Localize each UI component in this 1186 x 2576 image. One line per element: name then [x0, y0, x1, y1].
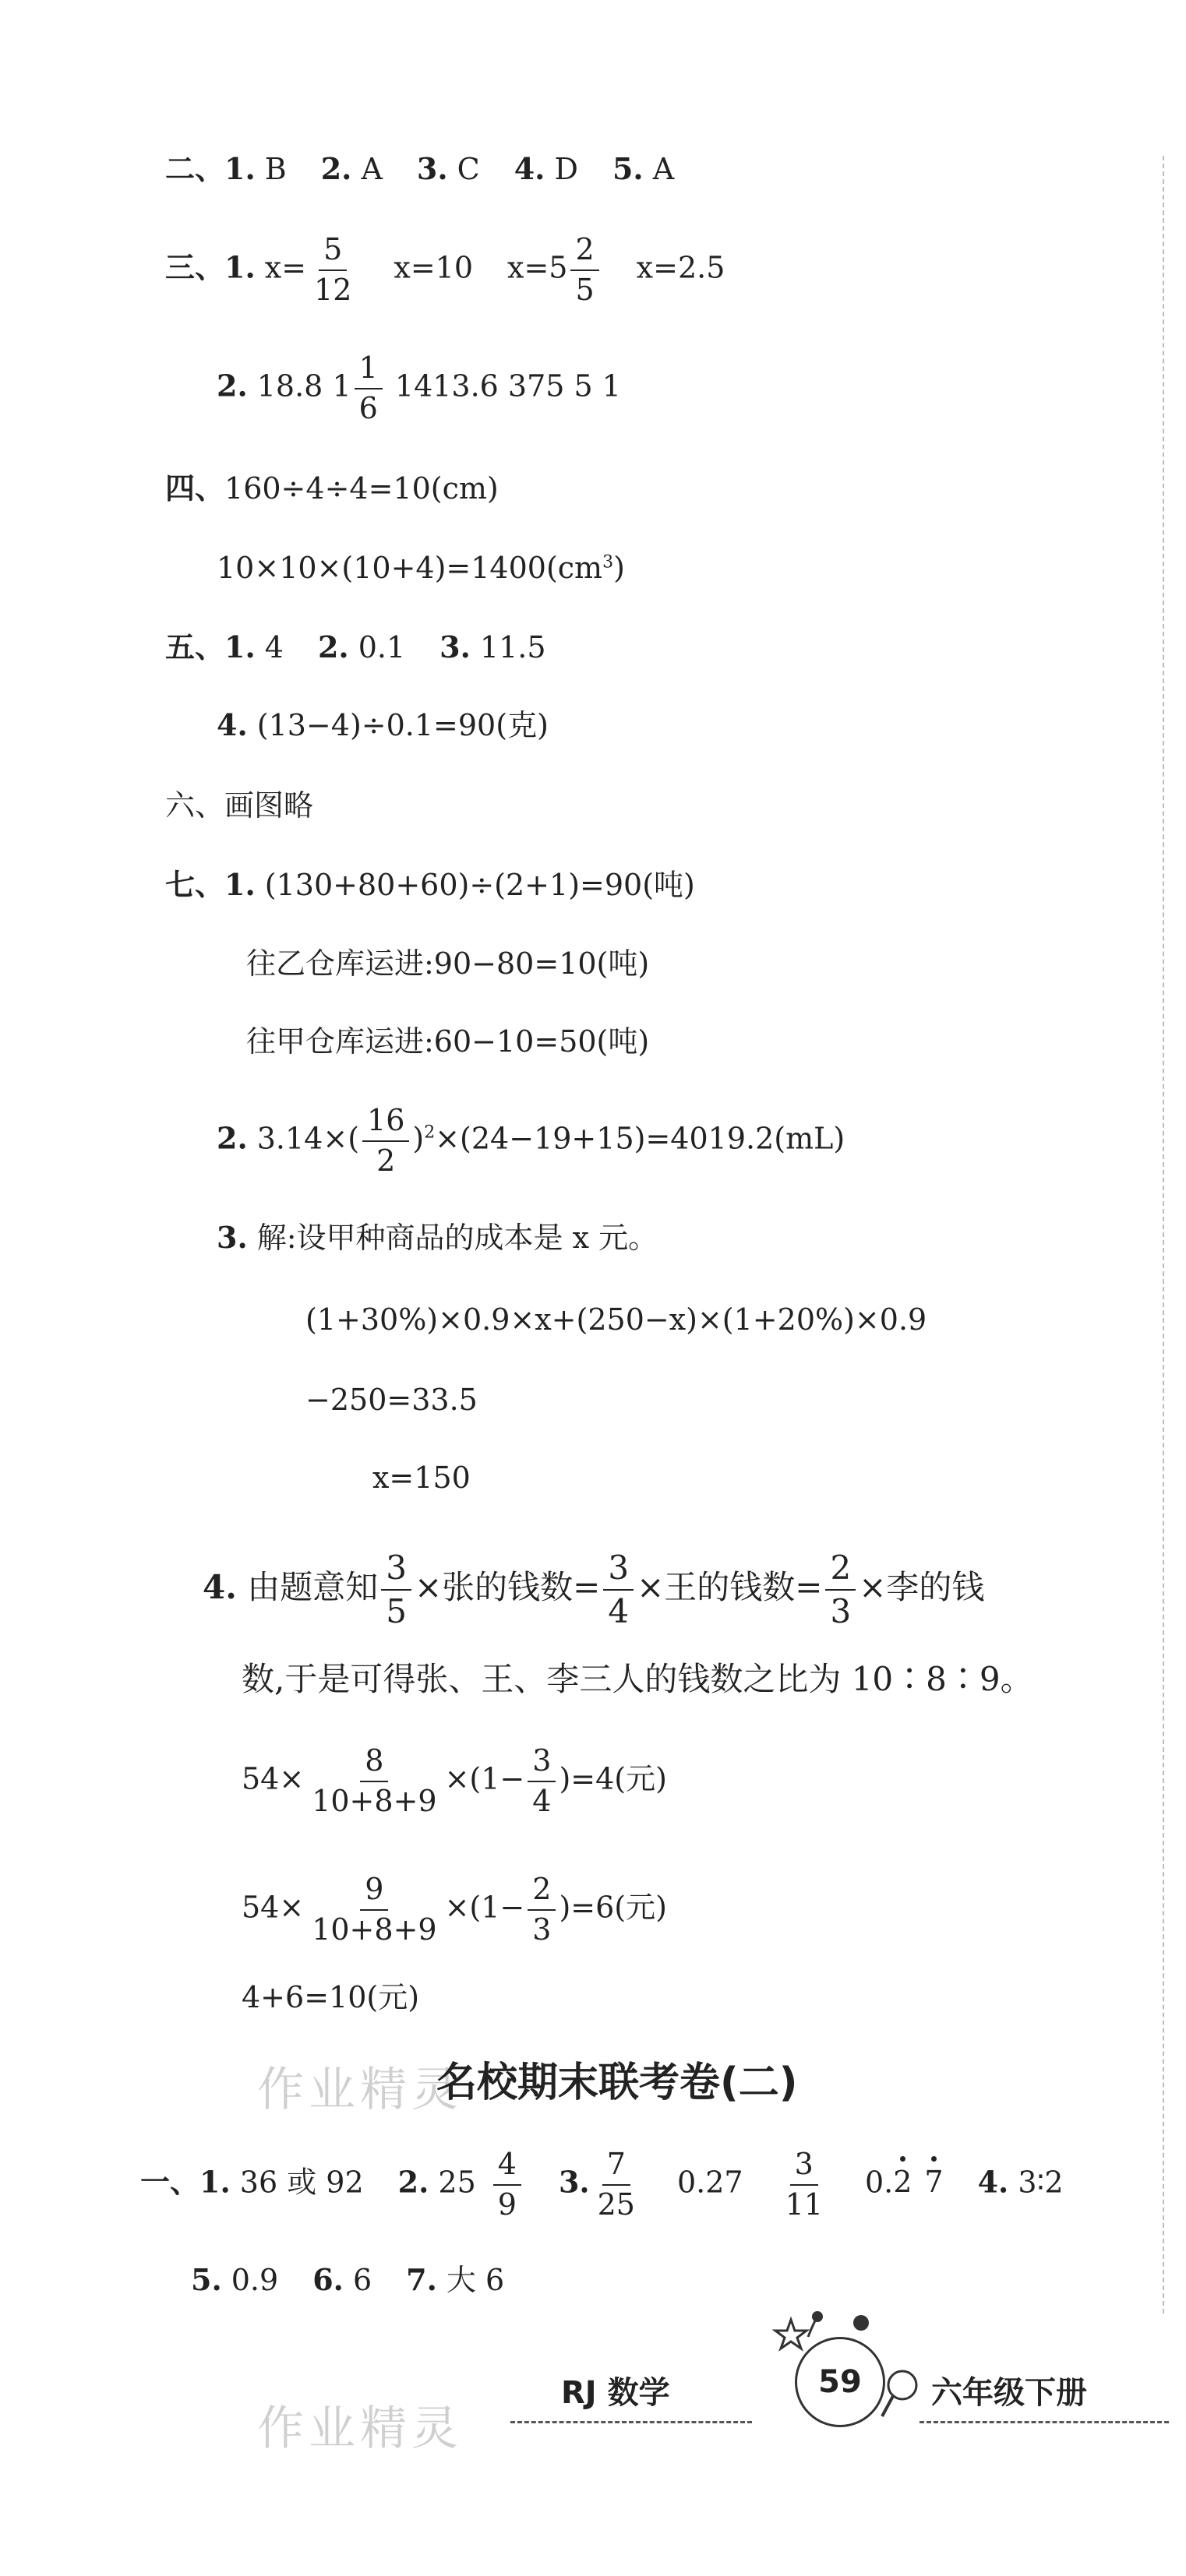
answer-line-s7-2: 2. 3.14×( $\frac{16}{2}$ )$^2$×(24−19+15)=4019.2(mL) [217, 1103, 845, 1178]
answer: 解:设甲种商品的成本是 x 元。 [247, 1221, 658, 1255]
answer-line-s7-4 [203, 1550, 984, 1630]
answer: 25 [429, 2165, 476, 2200]
fraction: $\frac{3}{11}$ [785, 2147, 823, 2222]
q-number: 1. [224, 867, 256, 902]
q-number: 4. [977, 2164, 1009, 2200]
q-number: 4. [217, 707, 248, 742]
section-label: 二、 [165, 151, 225, 186]
q-number: 2. [320, 151, 352, 186]
q-number: 4. [203, 1568, 237, 1607]
answer-line-s7-1b [246, 946, 650, 981]
answer: 11.5 [470, 630, 546, 664]
answer-line-s7-1 [165, 867, 695, 902]
q-number: 4. [514, 151, 545, 186]
q-number: 7. [406, 2262, 437, 2297]
q-number: 2. [397, 2164, 429, 2200]
footer-grade: 六年级下册 [931, 2375, 1087, 2411]
q-number: 6. [312, 2262, 344, 2297]
answer-line-s1-2 [191, 2262, 505, 2297]
fraction: $\frac{3}{4}$ [603, 1550, 634, 1630]
answer: B [255, 152, 287, 186]
repeating-digit: 7 [924, 2165, 944, 2200]
q-number: 2. [317, 629, 349, 664]
answer: 由题意知 [236, 1568, 379, 1607]
answer: 0.9 [221, 2263, 279, 2297]
q-number: 2. [217, 368, 248, 403]
section-title: 名校期末联考卷(二) [436, 2060, 798, 2106]
fraction: $\frac{1}{6}$ [355, 352, 383, 425]
answer: ×王的钱数= [637, 1568, 823, 1607]
q-number: 2. [217, 1120, 248, 1156]
answer: 4+6=10(元) [242, 1980, 420, 2014]
answer: x=5 [507, 250, 568, 285]
answer: 0.1 [348, 630, 406, 664]
fraction: $\frac{4}{9}$ [493, 2148, 521, 2222]
answer-line-s7-4-eq2: 54× $\frac{9}{10+8+9}$ ×(1− $\frac{2}{3}$ )=6(元) [242, 1872, 667, 1947]
q-number: 1. [224, 249, 256, 285]
fraction: $\frac{7}{25}$ [597, 2147, 635, 2222]
answer: 0.27 [676, 2165, 743, 2200]
answer: 1413.6 375 5 1 [385, 368, 621, 403]
answer-line-s4-1 [165, 470, 499, 506]
fraction: $\frac{3}{5}$ [381, 1550, 411, 1630]
q-number: 3. [558, 2164, 590, 2200]
answer-line-s7-3 [217, 1220, 658, 1255]
answer-line-s5-2 [217, 707, 549, 742]
answer: (130+80+60)÷(2+1)=90(吨) [255, 868, 695, 902]
section-label: 一、 [140, 2164, 200, 2200]
answer: 往甲仓库运进:60−10=50(吨) [246, 1024, 650, 1059]
page-number-badge [795, 2337, 885, 2427]
answer-line-s7-4-eq1: 54× $\frac{8}{10+8+9}$ ×(1− $\frac{3}{4}$ )=4(元) [242, 1743, 667, 1818]
answer: 10×10×(10+4)=1400(cm [217, 551, 603, 585]
q-number: 3. [416, 151, 448, 186]
fraction: $\frac{9}{10+8+9}$ [312, 1872, 437, 1947]
answer-line-s5-1 [165, 629, 546, 664]
fraction: $\frac{8}{10+8+9}$ [312, 1743, 437, 1818]
answer-line-s4-2: $10\times 10\times(10+4)=1400(cm^3)$ [217, 551, 625, 585]
q-number: 5. [191, 2262, 222, 2297]
answer-line-s1-1 [140, 2148, 1064, 2222]
answer: 0. [864, 2165, 894, 2200]
answer: ×李的钱 [859, 1568, 985, 1607]
answer: 36 或 92 [230, 2165, 364, 2200]
section-label: 四、 [165, 470, 225, 506]
footer-rule-right [920, 2421, 1169, 2423]
fraction: $\frac{3}{4}$ [528, 1745, 556, 1818]
page-number: 59 [818, 2364, 862, 2400]
answer-line-s2 [165, 151, 675, 186]
answer: 3.14×( [247, 1121, 360, 1156]
section-label: 五、 [165, 629, 225, 664]
answer: 4 [255, 630, 284, 664]
fraction: $\frac{16}{2}$ [362, 1105, 409, 1178]
fraction: $\frac{2}{3}$ [528, 1873, 556, 1947]
watermark: 作业精灵 [257, 2063, 463, 2117]
q-number: 1. [224, 629, 256, 664]
answer-line-s7-3b [305, 1302, 927, 1337]
answer: 160÷4÷4=10(cm) [224, 471, 499, 506]
answer-line-s7-4e [242, 1660, 1033, 1698]
q-number: 1. [224, 151, 256, 186]
answer: (13−4)÷0.1=90(克) [247, 708, 549, 742]
answer-line-s3-1 [165, 234, 725, 307]
q-number: 1. [199, 2164, 231, 2200]
answer-line-s6 [165, 788, 314, 823]
answer: A [351, 152, 383, 186]
footer-rule-left [510, 2421, 752, 2423]
superscript: 3 [602, 552, 614, 573]
magnifier-icon [877, 2368, 924, 2423]
section-label: 三、 [165, 249, 225, 285]
answer-line-s7-3c [305, 1385, 478, 1415]
answer: 6 [343, 2263, 372, 2297]
answer: −250=33.5 [305, 1383, 478, 1417]
repeating-digit: 2 [893, 2165, 912, 2200]
answer: A [643, 152, 675, 186]
section-label: 七、 [165, 867, 225, 902]
answer: 六、画图略 [165, 788, 314, 823]
answer: ×(24−19+15)=4019.2(mL) [435, 1121, 845, 1156]
answer: 18.8 1 [247, 368, 351, 403]
watermark-footer: 作业精灵 [257, 2402, 463, 2456]
answer: 往乙仓库运进:90−80=10(吨) [246, 946, 650, 981]
answer: C [447, 152, 480, 186]
fraction: $\frac{5}{12}$ [314, 232, 352, 307]
fraction: $\frac{2}{3}$ [825, 1550, 856, 1630]
answer-line-s7-4-eq3 [242, 1982, 419, 2012]
answer-line-s7-3d [372, 1461, 471, 1495]
q-number: 5. [612, 151, 644, 186]
superscript: 2 [424, 1122, 436, 1143]
answer-line-s3-2 [217, 352, 621, 425]
answer: x=2.5 [636, 250, 725, 285]
answer: x= [255, 250, 307, 285]
answer: D [545, 152, 578, 186]
answer: (1+30%)×0.9×x+(250−x)×(1+20%)×0.9 [305, 1302, 927, 1337]
right-margin-rule [1163, 156, 1164, 2313]
footer-subject: RJ 数学 [561, 2375, 670, 2411]
q-number: 3. [439, 629, 471, 664]
answer-line-s7-1c [246, 1024, 650, 1059]
answer: 3∶2 [1008, 2165, 1064, 2200]
answer: 数,于是可得张、王、李三人的钱数之比为 10∶8∶9。 [242, 1660, 1033, 1698]
answer: 大 6 [436, 2263, 505, 2297]
fraction: $\frac{2}{5}$ [570, 234, 598, 307]
answer: ×张的钱数= [414, 1568, 601, 1607]
q-number: 3. [217, 1220, 248, 1255]
answer: x=10 [394, 250, 474, 285]
answer: x=150 [372, 1461, 471, 1495]
